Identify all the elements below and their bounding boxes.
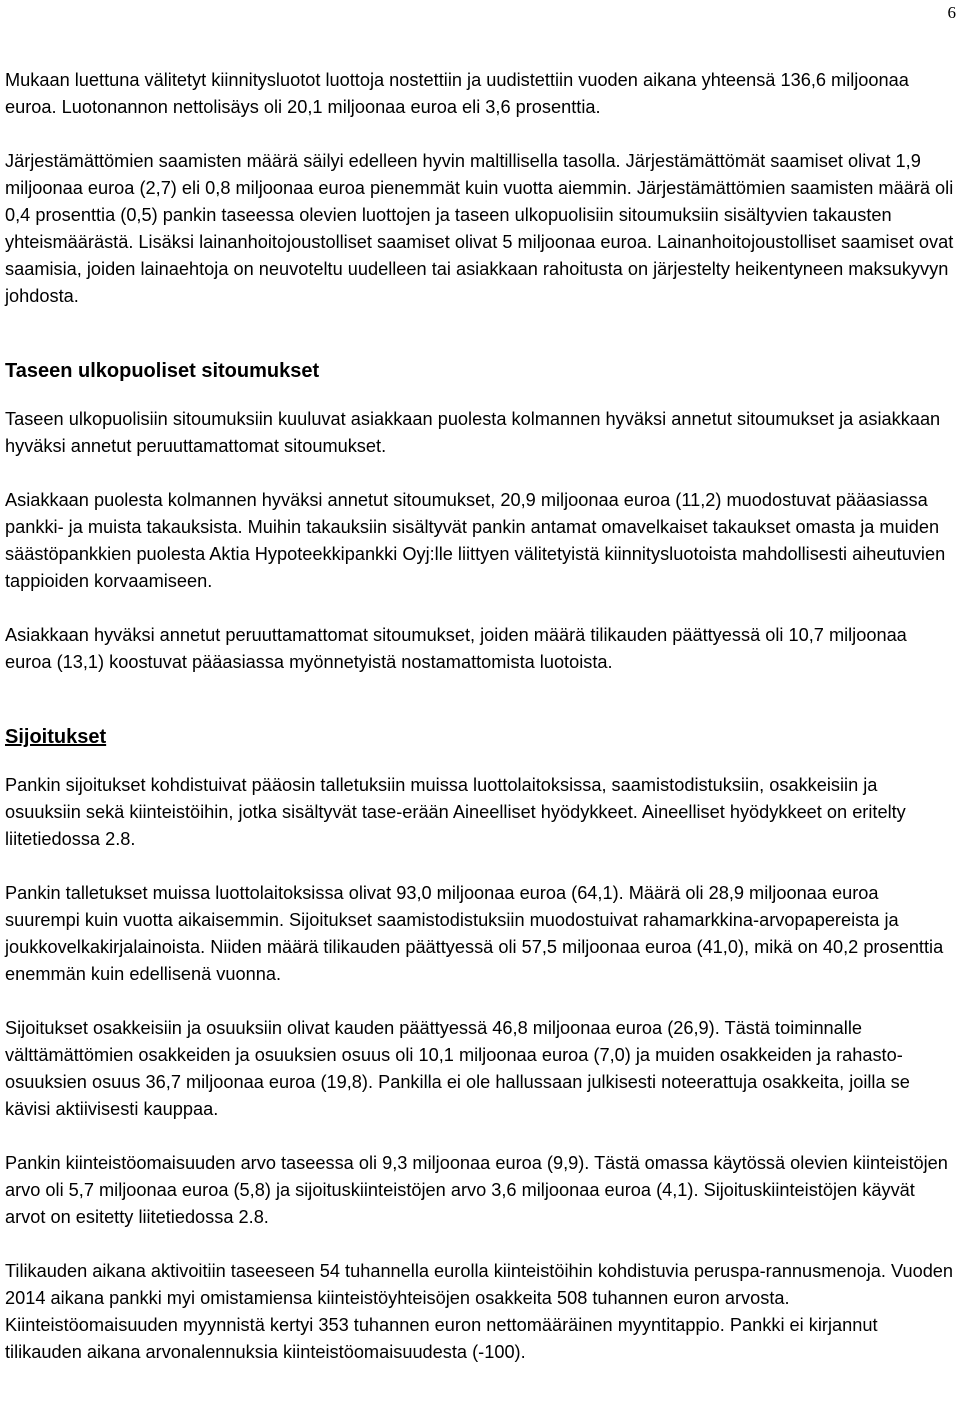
paragraph-investments-overview: Pankin sijoitukset kohdistuivat pääosin talletuksiin muissa luottolaitoksissa, saamistodistuksiin, osakkeisiin ja osuuksiin sekä kiinteistöihin, jotka sisältyvät tase-erään Aineelliset hyödykkeet. Aineelliset hyödykkeet on eritelty liitetiedossa 2.8.	[5, 775, 906, 849]
paragraph-real-estate-value: Pankin kiinteistöomaisuuden arvo taseessa oli 9,3 miljoonaa euroa (9,9). Tästä omassa käytössä olevien kiinteistöjen arvo oli 5,7 miljoonaa euroa (5,8) ja sijoituskiinteistöjen arvo 3,6 miljoonaa euroa (4,1). Sijoituskiinteistöjen käyvät arvot on esitetty liitetiedossa 2.8.	[5, 1153, 948, 1227]
paragraph-commitments-intro: Taseen ulkopuolisiin sitoumuksiin kuuluvat asiakkaan puolesta kolmannen hyväksi annetut sitoumukset ja asiakkaan hyväksi annetut peruuttamattomat sitoumukset.	[5, 409, 941, 456]
paragraph-loan-volume: Mukaan luettuna välitetyt kiinnitysluotot luottoja nostettiin ja uudistettiin vuoden aikana yhteensä 136,6 miljoonaa euroa. Luotonannon nettolisäys oli 20,1 miljoonaa euroa eli 3,6 prosenttia.	[5, 70, 909, 117]
paragraph-irrevocable-commitments: Asiakkaan hyväksi annetut peruuttamattomat sitoumukset, joiden määrä tilikauden päättyessä oli 10,7 miljoonaa euroa (13,1) koostuvat pääasiassa myönnetyistä nostamattomista luotoista.	[5, 625, 907, 672]
document-body	[5, 67, 955, 1366]
section-heading-off-balance-commitments: Taseen ulkopuoliset sitoumukset	[5, 360, 320, 382]
paragraph-guarantees: Asiakkaan puolesta kolmannen hyväksi annetut sitoumukset, 20,9 miljoonaa euroa (11,2) muodostuvat pääasiassa pankki- ja muista takauksista. Muihin takauksiin sisältyvät pankin antamat omavelkaiset takaukset omasta ja muiden säästöpankkien puolesta Aktia Hypoteekkipankki Oyj:lle liittyen välitetyistä kiinnitysluotoista mahdollisesti aiheutuvien tappioiden korvaamiseen.	[5, 490, 946, 591]
section-heading-investments: Sijoitukset	[5, 726, 107, 748]
paragraph-real-estate-transactions: Tilikauden aikana aktivoitiin taseeseen 54 tuhannella eurolla kiinteistöihin kohdistuvia peruspa-rannusmenoja. Vuoden 2014 aikana pankki myi omistamiensa kiinteistöyhteisöjen osakkeita 508 tuhannen euron arvosta. Kiinteistöomaisuuden myynnistä kertyi 353 tuhannen euron nettomääräinen myyntitappio. Pankki ei kirjannut tilikauden aikana arvonalennuksia kiinteistöomaisuudesta (-100).	[5, 1261, 954, 1362]
paragraph-shares-and-holdings: Sijoitukset osakkeisiin ja osuuksiin olivat kauden päättyessä 46,8 miljoonaa euroa (26,9). Tästä toiminnalle välttämättömien osakkeiden ja osuuksien osuus oli 10,1 miljoonaa euroa (7,0) ja muiden osakkeiden ja rahasto-osuuksien osuus 36,7 miljoonaa euroa (19,8). Pankilla ei ole hallussaan julkisesti noteerattuja osakkeita, joilla se kävisi aktiivisesti kauppaa.	[5, 1018, 910, 1119]
paragraph-non-performing-receivables: Järjestämättömien saamisten määrä säilyi edelleen hyvin maltillisella tasolla. Järjestämättömät saamiset olivat 1,9 miljoonaa euroa (2,7) eli 0,8 miljoonaa euroa pienemmät kuin vuotta aiemmin. Järjestämättömien saamisten määrä oli 0,4 prosenttia (0,5) pankin taseessa olevien luottojen ja taseen ulkopuolisiin sitoumuksiin sisältyvien takausten yhteismäärästä. Lisäksi lainanhoitojoustolliset saamiset olivat 5 miljoonaa euroa. Lainanhoitojoustolliset saamiset ovat saamisia, joiden lainaehtoja on neuvoteltu uudelleen tai asiakkaan rahoitusta on järjestelty heikentyneen maksukyvyn johdosta.	[5, 151, 954, 306]
page-number: 6	[947, 3, 956, 22]
paragraph-deposits-and-debt-securities: Pankin talletukset muissa luottolaitoksissa olivat 93,0 miljoonaa euroa (64,1). Määrä oli 28,9 miljoonaa euroa suurempi kuin vuotta aikaisemmin. Sijoitukset saamistodistuksiin muodostuivat rahamarkkina-arvopapereista ja joukkovelkakirjalainoista. Niiden määrä tilikauden päättyessä oli 57,5 miljoonaa euroa (41,0), mikä on 40,2 prosenttia enemmän kuin edellisenä vuonna.	[5, 883, 944, 984]
